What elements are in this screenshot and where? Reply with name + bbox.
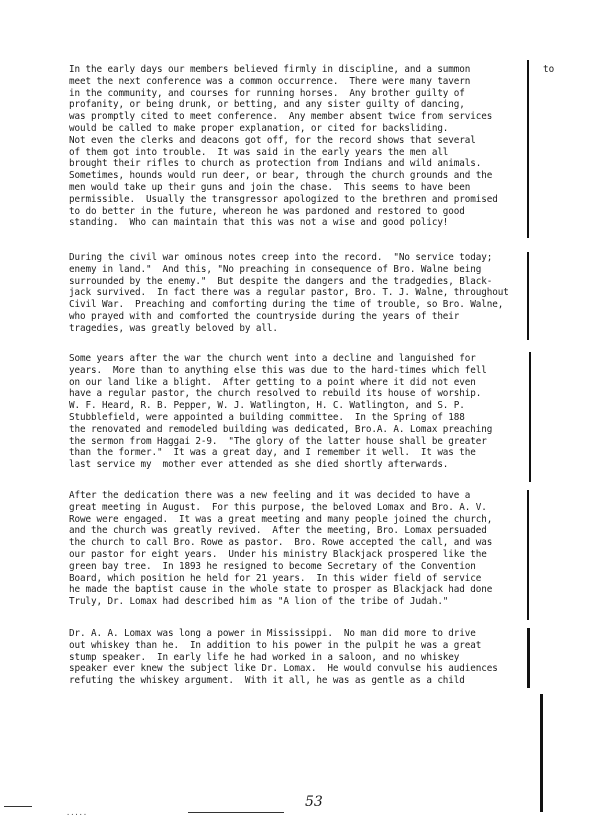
text-line: Sometimes, hounds would run deer, or bear, through the church grounds and the — [69, 170, 493, 182]
text-line: brought their rifles to church as protection from Indians and wild animals. — [69, 158, 482, 170]
footer-rule — [188, 812, 284, 813]
text-line: standing. Who can maintain that this was not a wise and good policy! — [69, 217, 449, 229]
text-line: refuting the whiskey argument. With it all, he was as gentle as a child — [69, 675, 465, 687]
margin-note: to — [543, 64, 555, 75]
text-line: In the early days our members believed firmly in discipline, and a summon — [69, 64, 471, 75]
text-line: great meeting in August. For this purpose, the beloved Lomax and Bro. A. V. — [69, 501, 487, 513]
text-line: have a regular pastor, the church resolved to rebuild its house of worship. — [69, 388, 482, 400]
text-line: Stubblefield, were appointed a building committee. In the Spring of 188 — [69, 411, 465, 423]
text-line: than the former." It was a great day, and I remember it well. It was the — [69, 447, 476, 459]
text-line: Truly, Dr. Lomax had described him as "A lion of the tribe of Judah." — [69, 596, 449, 608]
margin-bar — [527, 60, 529, 238]
footer-dash — [4, 806, 32, 807]
text-line: profanity, or being drunk, or betting, and any sister guilty of dancing, — [69, 99, 465, 111]
text-line: to do better in the future, whereon he was pardoned and restored to good — [69, 205, 465, 217]
paragraph-lomax — [69, 628, 531, 687]
paragraph-discipline — [69, 64, 531, 229]
text-line: he made the baptist cause in the whole state to prosper as Blackjack had done — [69, 584, 493, 596]
margin-bar — [540, 694, 543, 812]
text-line: on our land like a blight. After getting to a point where it did not even — [69, 376, 476, 388]
text-line: speaker ever knew the subject like Dr. Lomax. He would convulse his audiences — [69, 663, 498, 675]
text-line: green bay tree. In 1893 he resigned to become Secretary of the Convention — [69, 560, 476, 572]
text-line: enemy in land." And this, "No preaching in consequence of Bro. Walne being — [69, 263, 482, 275]
paragraph-civil-war — [69, 252, 531, 335]
margin-bar — [527, 252, 529, 340]
text-line: W. F. Heard, R. B. Pepper, W. J. Watlington, H. C. Watlington, and S. P. — [69, 400, 465, 412]
text-line: Some years after the war the church went into a decline and languished for — [69, 353, 476, 364]
text-line: last service my mother ever attended as she died shortly afterwards. — [69, 459, 449, 471]
text-line: stump speaker. In early life he had worked in a saloon, and no whiskey — [69, 651, 460, 663]
text-line: During the civil war ominous notes creep into the record. "No service today; — [69, 252, 493, 263]
text-line: Civil War. Preaching and comforting during the time of trouble, so Bro. Walne, — [69, 299, 504, 311]
footer-marks: ····· — [66, 811, 88, 819]
text-line: the renovated and remodeled building was dedicated, Bro.A. A. Lomax preaching — [69, 423, 493, 435]
text-line: jack survived. In fact there was a regular pastor, Bro. T. J. Walne, throughout — [69, 287, 509, 299]
text-line: would be called to make proper explanation, or cited for backsliding. — [69, 122, 449, 134]
text-line: and the church was greatly revived. After the meeting, Bro. Lomax persuaded — [69, 525, 487, 537]
text-line: the church to call Bro. Rowe as pastor. Bro. Rowe accepted the call, and was — [69, 537, 493, 549]
text-line: of them got into trouble. It was said in the early years the men all — [69, 146, 449, 158]
text-line: After the dedication there was a new feeling and it was decided to have a — [69, 490, 471, 501]
text-line: Dr. A. A. Lomax was long a power in Mississippi. No man did more to drive — [69, 628, 476, 639]
margin-bar — [529, 352, 531, 482]
text-line: was promptly cited to meet conference. Any member absent twice from services — [69, 111, 493, 123]
paragraph-decline — [69, 353, 531, 471]
text-line: tragedies, was greatly beloved by all. — [69, 322, 278, 334]
text-line: out whiskey than he. In addition to his power in the pulpit he was a great — [69, 639, 482, 651]
text-line: surrounded by the enemy." But despite the dangers and the tradgedies, Black- — [69, 275, 493, 287]
text-line: Rowe were engaged. It was a great meeting and many people joined the church, — [69, 513, 493, 525]
text-line: men would take up their guns and join the chase. This seems to have been — [69, 181, 471, 193]
text-line: our pastor for eight years. Under his ministry Blackjack prospered like the — [69, 548, 487, 560]
text-line: who prayed with and comforted the countryside during the years of their — [69, 310, 460, 322]
text-line: the sermon from Haggai 2-9. "The glory of the latter house shall be greater — [69, 435, 487, 447]
margin-bar — [527, 490, 529, 620]
text-line: permissible. Usually the transgressor apologized to the brethren and promised — [69, 193, 498, 205]
text-line: Not even the clerks and deacons got off, for the record shows that several — [69, 134, 476, 146]
page-number: 53 — [305, 794, 323, 810]
text-line: Board, which position he held for 21 years. In this wider field of service — [69, 572, 482, 584]
text-line: in the community, and courses for running horses. Any brother guilty of — [69, 87, 465, 99]
text-line: years. More than to anything else this was due to the hard-times which fell — [69, 364, 487, 376]
paragraph-dedication — [69, 490, 531, 608]
text-line: meet the next conference was a common occurrence. There were many tavern — [69, 75, 471, 87]
margin-bar — [527, 628, 530, 688]
